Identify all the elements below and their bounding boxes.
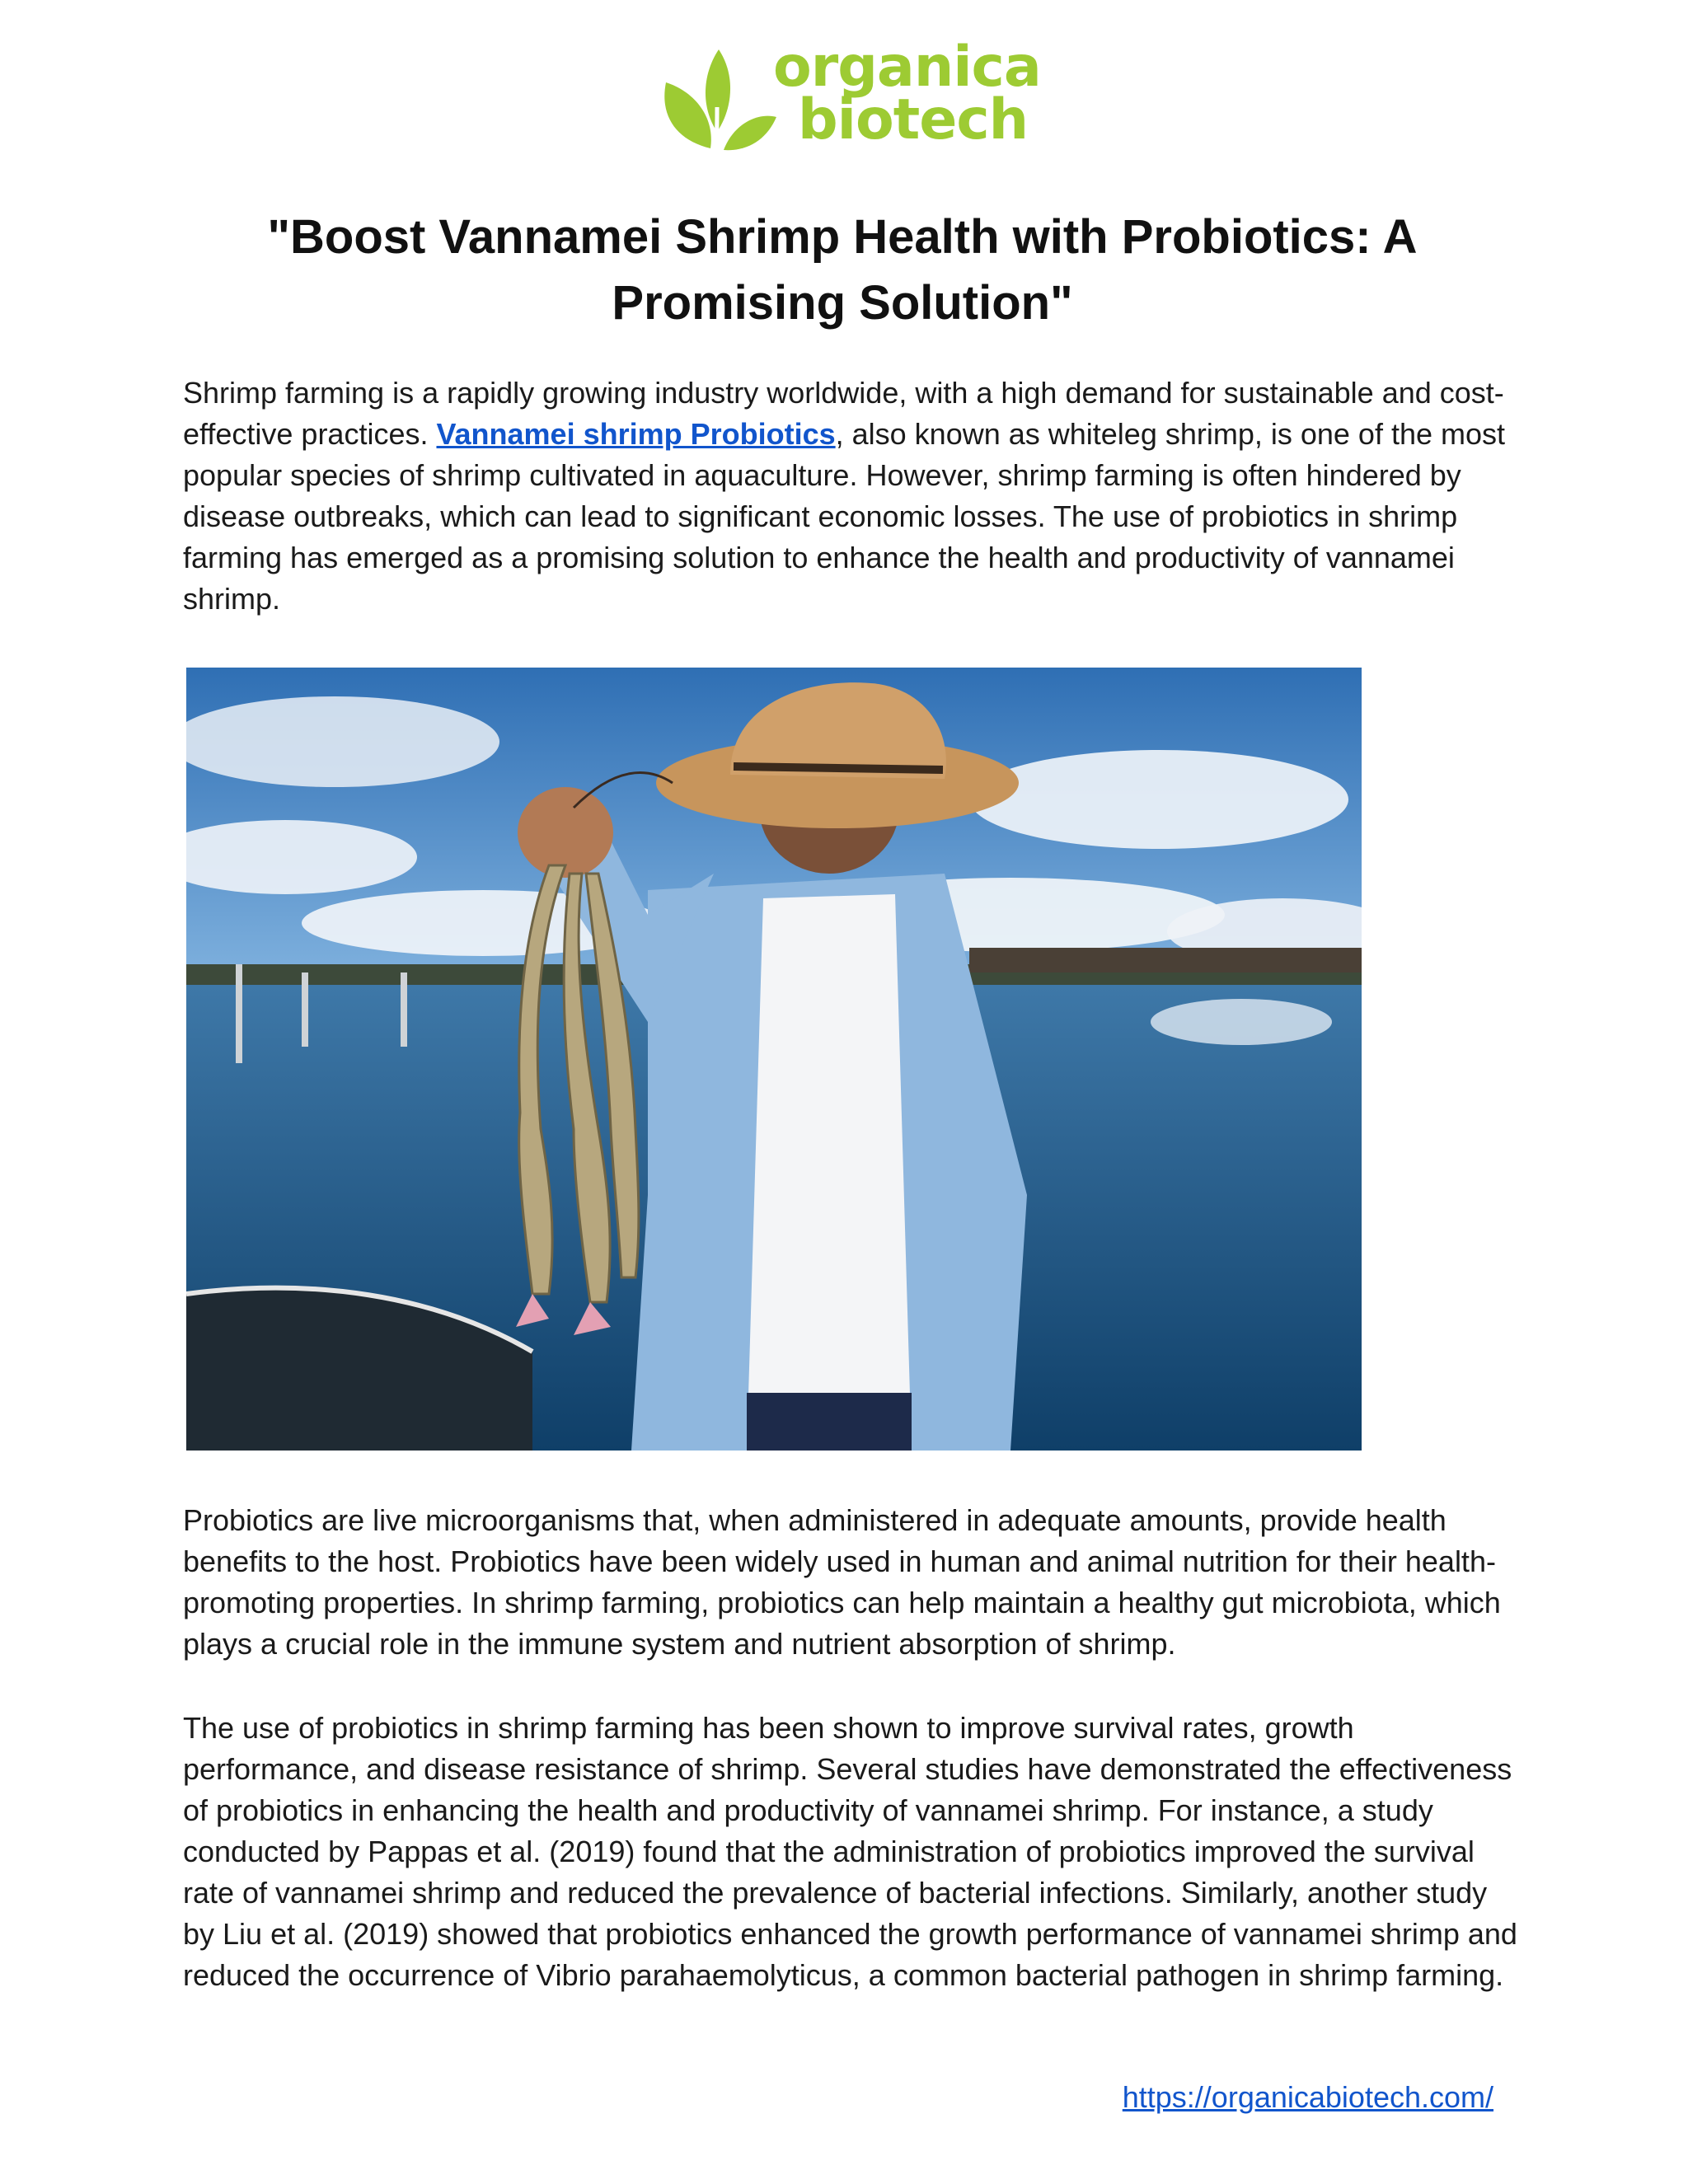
brand-wordmark (773, 35, 1041, 152)
vannamei-probiotics-link[interactable]: Vannamei shrimp Probiotics (436, 417, 836, 451)
website-link[interactable]: https://organicabiotech.com/ (1122, 2080, 1493, 2114)
intro-paragraph (183, 373, 1518, 620)
leaf-icon (651, 41, 783, 165)
page-title: "Boost Vannamei Shrimp Health with Probiotics: A Promising Solution" (267, 210, 1418, 330)
intro-text-after-link: , also known as whiteleg shrimp, is one of the most popular species of shrimp cultivated in aquaculture. However, shrimp farming is often hindered by disease outbreaks, which can lead to significant economic losses. The use of probiotics in shrimp farming has emerged as a promising solution to enhance the health and productivity of vannamei shrimp. (183, 417, 1506, 616)
body-paragraph-studies: The use of probiotics in shrimp farming has been shown to improve survival rates, growth performance, and disease resistance of shrimp. Several studies have demonstrated the effectiveness of probiotics in enhancing the health and productivity of vannamei shrimp. For instance, a study conducted by Pappas et al. (2019) found that the administration of probiotics improved the survival rate of vannamei shrimp and reduced the prevalence of bacterial infections. Similarly, another study by Liu et al. (2019) showed that probiotics enhanced the growth performance of vannamei shrimp and reduced the occurrence of Vibrio parahaemolyticus, a common bacterial pathogen in shrimp farming. (183, 1711, 1517, 1992)
body-paragraph-probiotics-definition: Probiotics are live microorganisms that, when administered in adequate amounts, provide health benefits to the host. Probiotics have been widely used in human and animal nutrition for their health-promoting properties. In shrimp farming, probiotics can help maintain a healthy gut microbiota, which plays a crucial role in the immune system and nutrient absorption of shrimp. (183, 1503, 1501, 1661)
brand-line-1: organica (773, 35, 1041, 100)
brand-logo (651, 35, 1041, 165)
photo-illustration (186, 668, 1362, 1451)
shrimp-farmer-photo (186, 668, 1362, 1451)
intro-text-before-link: Shrimp farming is a rapidly growing industry worldwide, with a high demand for sustainable and cost-effective practices. (183, 376, 1504, 451)
brand-line-2: biotech (798, 87, 1029, 152)
